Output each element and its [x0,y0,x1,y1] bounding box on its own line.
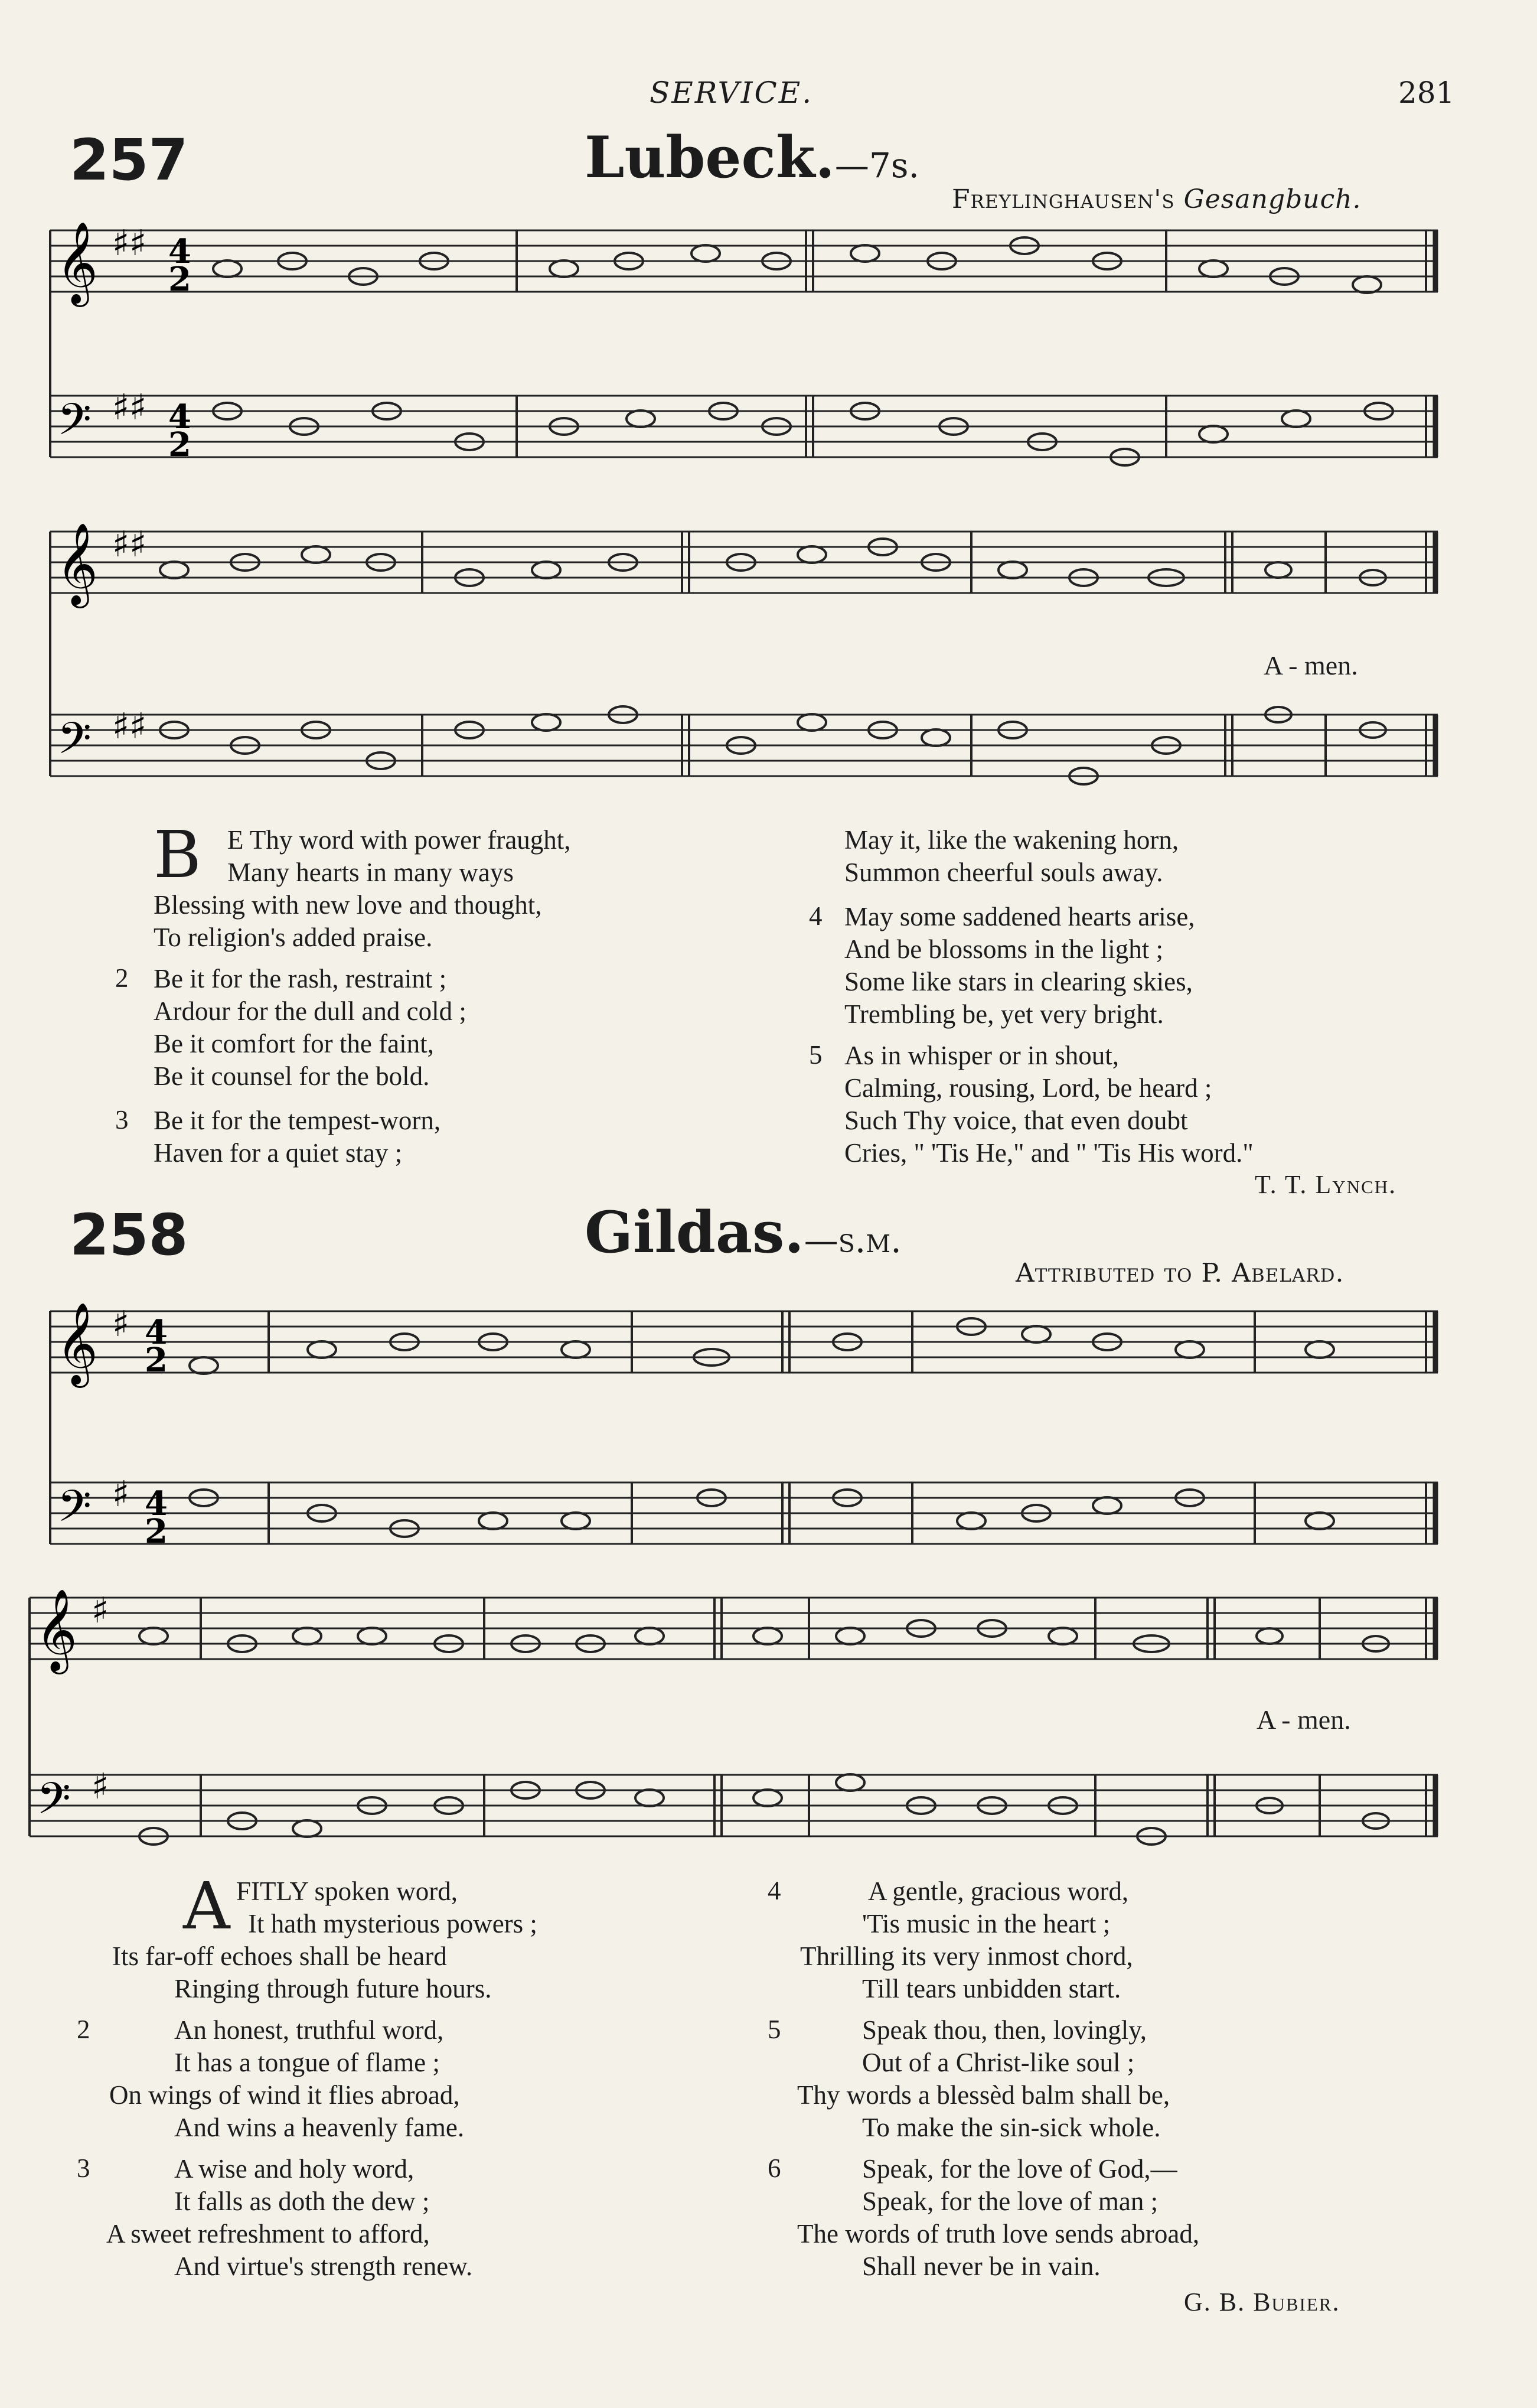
treble-clef: 𝄞 [56,523,98,605]
treble-staff [50,230,1438,292]
music-score [44,219,1461,502]
drop-cap: A [183,1868,230,1944]
verse-number: 4 [809,901,823,931]
bass-staff [30,1775,1438,1836]
verse-number: 3 [77,2153,90,2183]
bass-clef: 𝄢 [57,1481,92,1543]
verse-line: Thy words a blessèd balm shall be, [797,2080,1170,2110]
verse-line: May it, like the wakening horn, [844,825,1179,855]
verse-line: Ardour for the dull and cold ; [154,996,466,1026]
key-signature: ♯♯ [112,387,147,428]
barlines [50,532,1435,776]
verse-line: Be it comfort for the faint, [154,1029,434,1058]
verse-line: Be it for the rash, restraint ; [154,964,447,993]
verse-number: 2 [77,2015,90,2044]
running-header: SERVICE. [650,76,814,110]
time-signature: 2 [145,1512,168,1551]
amen-lyric: A - men. [1257,1705,1351,1735]
tune-name: Gildas. [585,1199,804,1266]
verse-line: Summon cheerful souls away. [844,858,1163,887]
key-signature: ♯ [112,1304,130,1345]
bass-clef: 𝄢 [57,713,92,775]
hymn-number: 258 [70,1202,188,1268]
verse-number: 5 [809,1040,823,1070]
meter: —7s. [834,145,919,185]
verse-line: A sweet refreshment to afford, [106,2219,430,2249]
page-number: 281 [1398,76,1455,110]
verse-line: The words of truth love sends abroad, [797,2219,1200,2249]
treble-staff [50,1311,1438,1373]
bass-clef: 𝄢 [37,1773,71,1835]
time-signature: 2 [168,425,191,464]
verse-number: 3 [115,1105,129,1135]
verse-line: Calming, rousing, Lord, be heard ; [844,1073,1212,1103]
barlines [50,1311,1435,1544]
verse-line: To make the sin-sick whole. [862,2113,1161,2142]
verse-line: Thrilling its very inmost chord, [800,1941,1133,1971]
time-signature: 4 [168,232,191,271]
verse-line: And be blossoms in the light ; [844,934,1163,964]
attribution-composer: Freylinghausen's [952,184,1175,214]
verse-line: It has a tongue of flame ; [174,2048,440,2077]
verse-line: It falls as doth the dew ; [174,2187,430,2216]
barlines [50,230,1435,457]
verse-line: Speak, for the love of God,— [862,2154,1177,2184]
tune-heading [585,1199,902,1266]
verse-line: And virtue's strength renew. [174,2251,473,2281]
verse-line: A gentle, gracious word, [868,1876,1129,1906]
author-credit: T. T. Lynch. [1255,1170,1397,1199]
tune-attribution: Attributed to P. Abelard. [1016,1258,1345,1288]
verse-line: 'Tis music in the heart ; [862,1909,1111,1938]
bass-staff [50,1482,1438,1544]
music-score [24,1586,1464,1863]
key-signature: ♯ [92,1766,109,1807]
music-score [44,1299,1461,1571]
verse-line: Many hearts in many ways [227,858,514,887]
verse-line: Speak, for the love of man ; [862,2187,1159,2216]
verse-line: To religion's added praise. [154,923,433,952]
barlines [30,1598,1435,1836]
key-signature: ♯♯ [112,524,147,565]
tune-name: Lubeck. [585,124,835,191]
verse-line: Its far-off echoes shall be heard [112,1941,447,1971]
verse-line: E Thy word with power fraught, [227,825,571,855]
verse-line: Speak thou, then, lovingly, [862,2015,1147,2045]
verse-number: 4 [768,1876,781,1905]
key-signature: ♯ [92,1590,109,1631]
verse-line: Some like stars in clearing skies, [844,967,1193,996]
verse-line: Blessing with new love and thought, [154,890,542,920]
verse-number: 5 [768,2015,781,2044]
verse-line: An honest, truthful word, [174,2015,444,2045]
verse-line: It hath mysterious powers ; [248,1909,537,1938]
verse-line: Haven for a quiet stay ; [154,1138,403,1168]
verse-line: Ringing through future hours. [174,1974,492,2003]
verse-line: Shall never be in vain. [862,2251,1101,2281]
verse-line: Such Thy voice, that even doubt [844,1106,1188,1135]
time-signature: 4 [145,1484,168,1523]
treble-clef: 𝄞 [56,221,98,304]
verse-line: Trembling be, yet very bright. [844,999,1164,1029]
author-credit: G. B. Bubier. [1184,2288,1340,2316]
verse-line: A wise and holy word, [174,2154,415,2184]
treble-staff [30,1598,1438,1659]
verse-line: Cries, " 'Tis He," and " 'Tis His word." [844,1138,1254,1168]
key-signature: ♯♯ [112,706,147,747]
notes [160,539,1386,784]
meter: —s.m. [804,1220,902,1260]
key-signature: ♯ [112,1474,130,1515]
time-signature: 4 [168,397,191,436]
verse-line: Out of a Christ-like soul ; [862,2048,1135,2077]
treble-clef: 𝄞 [35,1589,77,1671]
verse-line: Till tears unbidden start. [862,1974,1121,2003]
key-signature: ♯♯ [112,223,147,264]
verse-line: Be it counsel for the bold. [154,1061,430,1091]
time-signature: 2 [145,1341,168,1380]
time-signature: 4 [145,1313,168,1352]
notes [139,1620,1389,1845]
hymn-number: 257 [70,127,188,193]
verse-line: And wins a heavenly fame. [174,2113,465,2142]
verse-line: Be it for the tempest-worn, [154,1106,441,1135]
tune-heading [585,124,919,191]
verse-line: FITLY spoken word, [236,1876,458,1906]
verse-number: 6 [768,2153,781,2183]
notes [190,1318,1334,1537]
notes [213,237,1393,465]
time-signature: 2 [168,260,191,299]
drop-cap: B [154,817,201,892]
bass-clef: 𝄢 [57,394,92,456]
attribution-source: Gesangbuch. [1183,184,1362,214]
tune-attribution [952,184,1362,214]
amen-lyric: A - men. [1264,650,1358,680]
verse-line: May some saddened hearts arise, [844,902,1195,931]
treble-clef: 𝄞 [56,1302,98,1384]
bass-staff [50,396,1438,457]
verse-number: 2 [115,963,129,993]
verse-line: On wings of wind it flies abroad, [109,2080,460,2110]
music-score [44,520,1461,803]
verse-line: As in whisper or in shout, [844,1041,1119,1070]
